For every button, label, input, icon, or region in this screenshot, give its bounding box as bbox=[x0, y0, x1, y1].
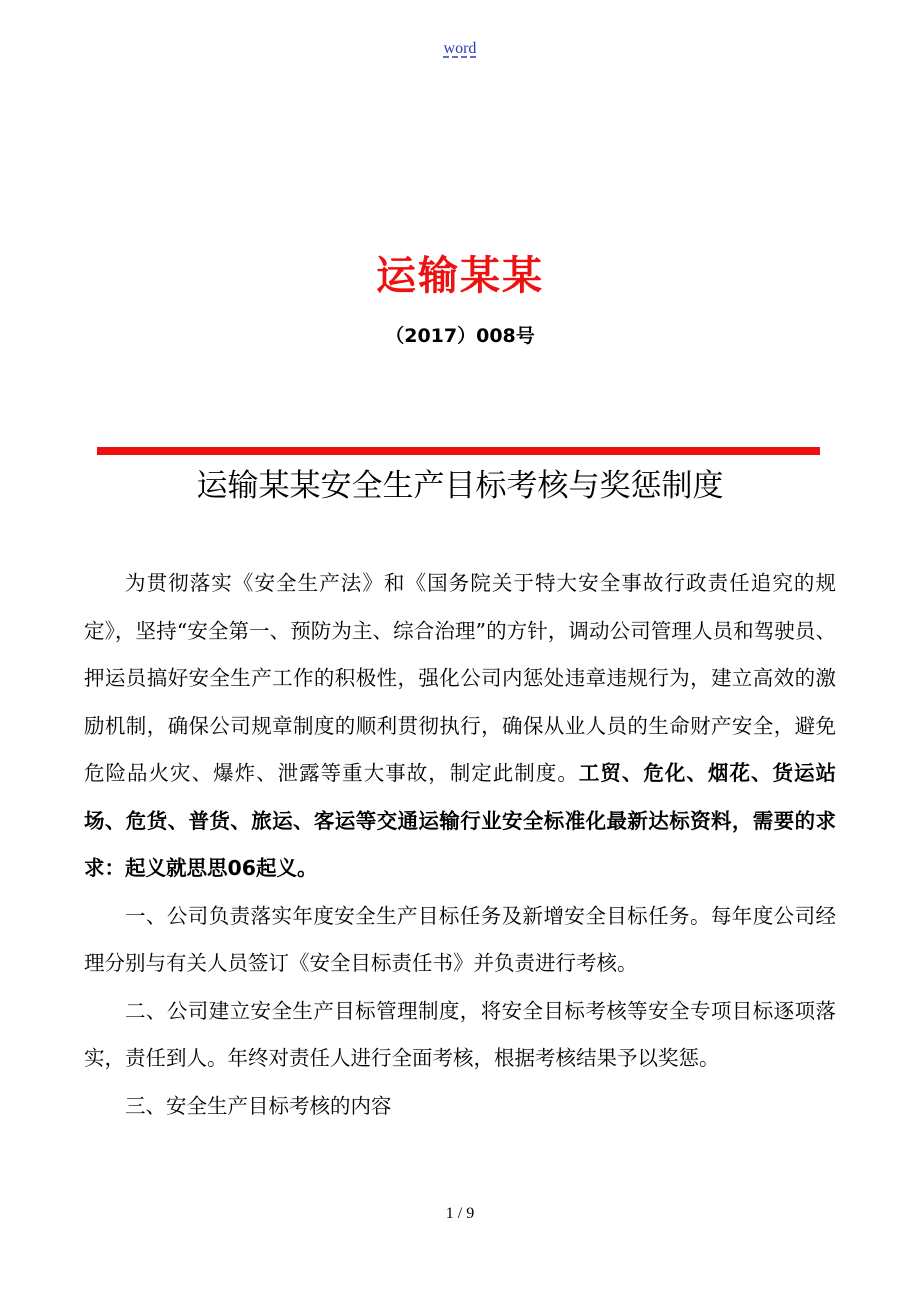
paragraph-preamble bbox=[84, 560, 836, 893]
letterhead-doc-number: （2017）008号 bbox=[385, 325, 535, 347]
paragraph-preamble-text: 为贯彻落实《安全生产法》和《国务院关于特大安全事故行政责任追究的规定》，坚持“安全第一、预防为主、综合治理”的方针，调动公司管理人员和驾驶员、押运员搞好安全生产工作的积极性，强化公司内惩处违章违规行为，建立高效的激励机制，确保公司规章制度的顺利贯彻执行，确保从业人员的生命财产安全，避免危险品火灾、爆炸、泄露等重大事故，制定此制度。 bbox=[84, 571, 836, 785]
document-title: 运输某某安全生产目标考核与奖惩制度 bbox=[196, 468, 724, 504]
paragraph-item-2: 二、公司建立安全生产目标管理制度，将安全目标考核等安全专项目标逐项落实，责任到人。年终对责任人进行全面考核，根据考核结果予以奖惩。 bbox=[84, 998, 836, 1070]
letterhead-org-title: 运输某某 bbox=[376, 253, 544, 299]
paragraph-item-1: 一、公司负责落实年度安全生产目标任务及新增安全目标任务。每年度公司经理分别与有关人员签订《安全目标责任书》并负责进行考核。 bbox=[84, 903, 836, 975]
paragraph-preamble-bold-note: 工贸、危化、烟花、货运站场、危货、普货、旅运、客运等交通运输行业安全标准化最新达标资料，需要的求求：起义就思思06起义。 bbox=[84, 761, 837, 880]
letterhead-red-rule bbox=[97, 447, 820, 455]
paragraph-item-3: 三、安全生产目标考核的内容 bbox=[125, 1093, 392, 1118]
header-word-link[interactable]: word bbox=[443, 40, 477, 57]
document-body bbox=[84, 560, 836, 1130]
page-indicator: 1 / 9 bbox=[445, 1205, 475, 1222]
